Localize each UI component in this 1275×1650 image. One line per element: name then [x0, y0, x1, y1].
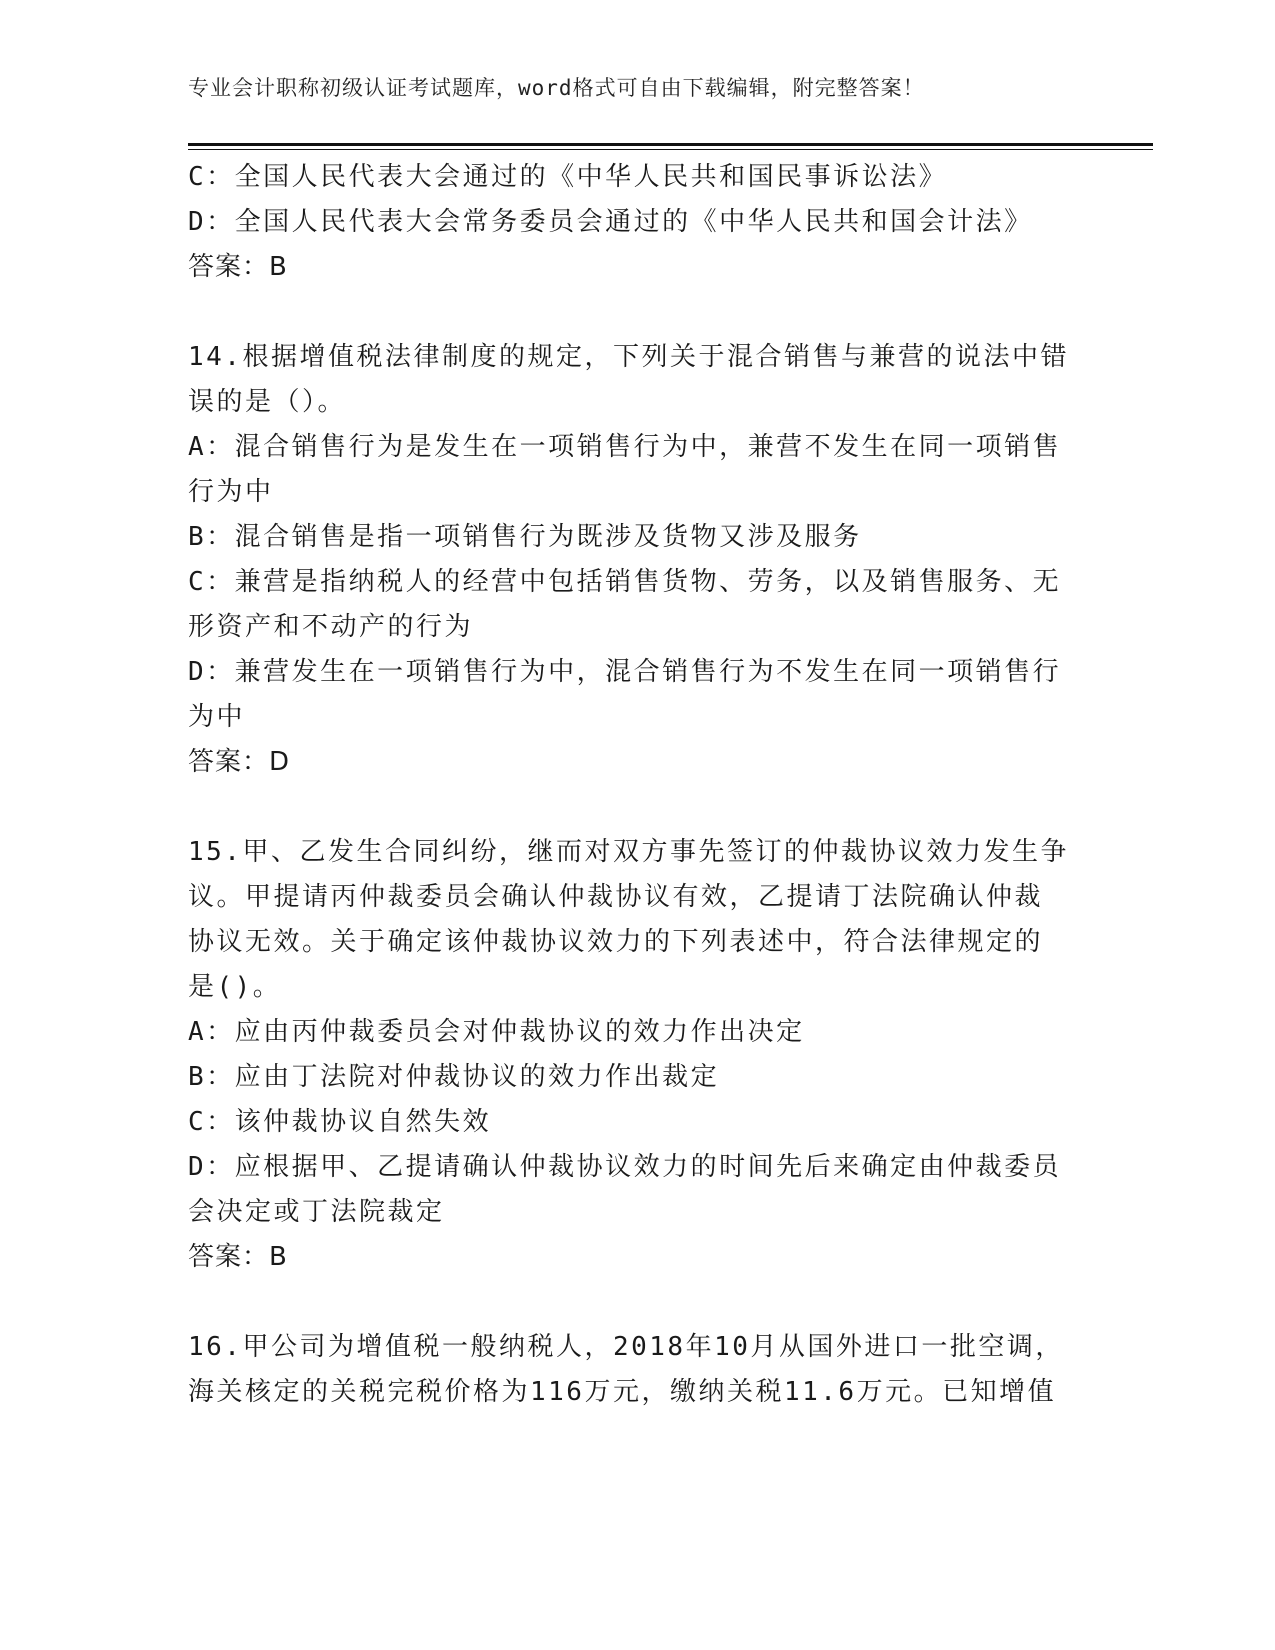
- question-stem-line: 海关核定的关税完税价格为116万元，缴纳关税11.6万元。已知增值: [188, 1377, 1057, 1407]
- option-line: C：该仲裁协议自然失效: [188, 1107, 492, 1137]
- answer-line: 答案：B: [188, 252, 288, 282]
- option-line: D：应根据甲、乙提请确认仲裁协议效力的时间先后来确定由仲裁委员: [188, 1152, 1062, 1182]
- question-stem-line: 误的是（）。: [188, 387, 347, 417]
- answer-line: 答案：D: [188, 747, 291, 777]
- prev-question: [188, 155, 1088, 290]
- header-divider-thin: [188, 149, 1153, 150]
- question-stem-line: 议。甲提请丙仲裁委员会确认仲裁协议有效，乙提请丁法院确认仲裁: [188, 882, 1044, 912]
- question-stem-line: 14.根据增值税法律制度的规定，下列关于混合销售与兼营的说法中错: [188, 342, 1069, 372]
- question-16: [188, 1325, 1088, 1415]
- option-line: 会决定或丁法院裁定: [188, 1197, 445, 1227]
- option-line: B：应由丁法院对仲裁协议的效力作出裁定: [188, 1062, 720, 1092]
- option-line: D：兼营发生在一项销售行为中，混合销售行为不发生在同一项销售行: [188, 657, 1062, 687]
- question-stem-line: 16.甲公司为增值税一般纳税人，2018年10月从国外进口一批空调，: [188, 1332, 1064, 1362]
- page-header: 专业会计职称初级认证考试题库，word格式可自由下载编辑，附完整答案！: [188, 76, 925, 100]
- question-15: [188, 830, 1088, 1280]
- question-14: [188, 335, 1088, 785]
- option-line: B：混合销售是指一项销售行为既涉及货物又涉及服务: [188, 522, 862, 552]
- spacer: [188, 1280, 1088, 1325]
- question-stem-line: 15.甲、乙发生合同纠纷，继而对双方事先签订的仲裁协议效力发生争: [188, 837, 1069, 867]
- option-line: C：全国人民代表大会通过的《中华人民共和国民事诉讼法》: [188, 162, 948, 192]
- option-line: 为中: [188, 702, 246, 732]
- question-stem-line: 协议无效。关于确定该仲裁协议效力的下列表述中，符合法律规定的: [188, 927, 1044, 957]
- answer-line: 答案：B: [188, 1242, 288, 1272]
- spacer: [188, 785, 1088, 830]
- option-line: A：应由丙仲裁委员会对仲裁协议的效力作出决定: [188, 1017, 805, 1047]
- option-line: 形资产和不动产的行为: [188, 612, 474, 642]
- option-line: D：全国人民代表大会常务委员会通过的《中华人民共和国会计法》: [188, 207, 1033, 237]
- question-content: [188, 155, 1088, 1415]
- spacer: [188, 290, 1088, 335]
- option-line: A：混合销售行为是发生在一项销售行为中，兼营不发生在同一项销售: [188, 432, 1062, 462]
- option-line: 行为中: [188, 477, 274, 507]
- header-divider: [188, 143, 1153, 146]
- option-line: C：兼营是指纳税人的经营中包括销售货物、劳务，以及销售服务、无: [188, 567, 1062, 597]
- question-stem-line: 是()。: [188, 972, 282, 1002]
